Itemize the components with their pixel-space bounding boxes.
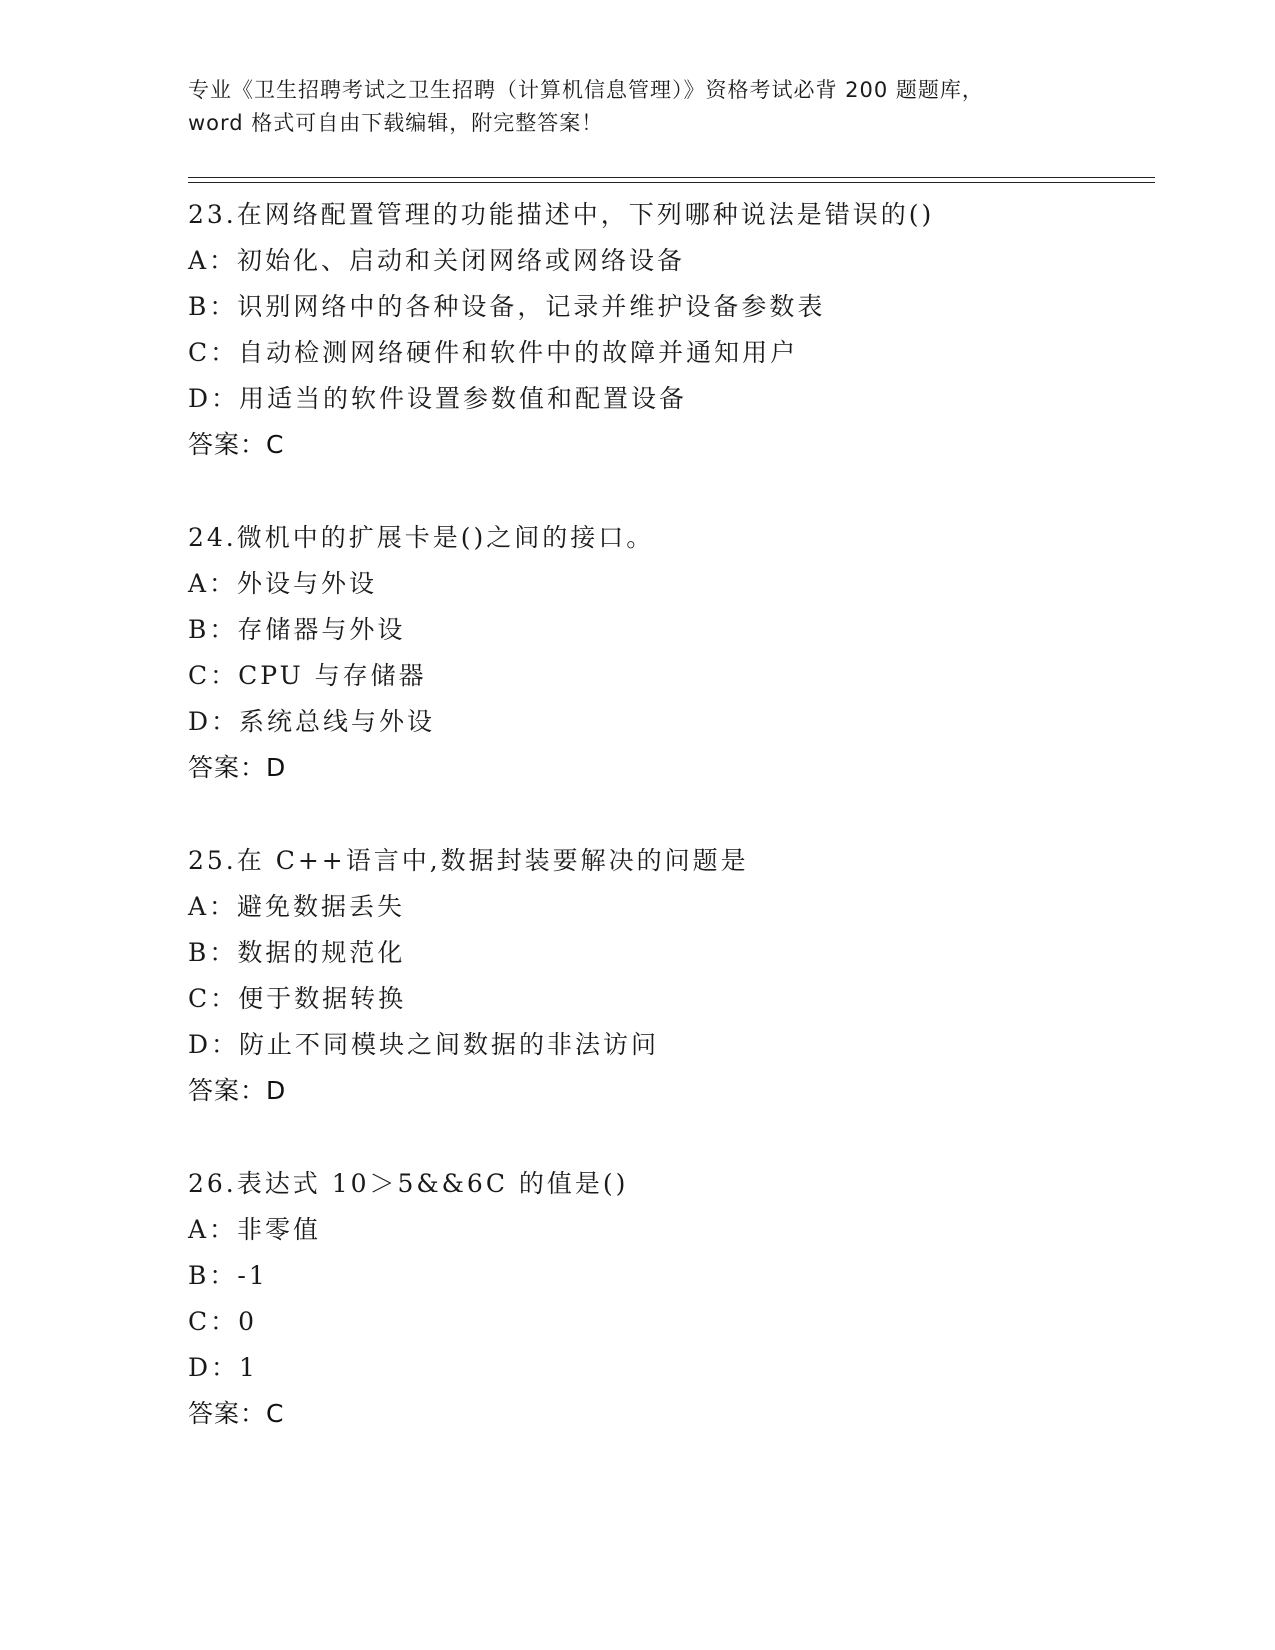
option-c: C：自动检测网络硬件和软件中的故障并通知用户 (188, 338, 799, 367)
document-header (188, 74, 1088, 140)
option-a: A：初始化、启动和关闭网络或网络设备 (188, 246, 686, 275)
option-c: C：便于数据转换 (188, 984, 407, 1013)
option-b: B：-1 (188, 1261, 268, 1290)
option-d: D：系统总线与外设 (188, 707, 436, 736)
option-c: C：CPU 与存储器 (188, 661, 427, 690)
option-a: A：非零值 (188, 1215, 322, 1244)
answer-line: 答案：C (188, 1399, 285, 1428)
question-25 (188, 838, 1148, 1114)
option-b: B：识别网络中的各种设备，记录并维护设备参数表 (188, 292, 826, 321)
option-b: B：数据的规范化 (188, 938, 406, 967)
question-stem: 26.表达式 10＞5&&6C 的值是() (188, 1169, 629, 1198)
question-list (188, 192, 1148, 1437)
question-stem: 23.在网络配置管理的功能描述中，下列哪种说法是错误的() (188, 200, 935, 229)
header-divider-top (188, 177, 1155, 178)
question-stem: 25.在 C++语言中,数据封装要解决的问题是 (188, 846, 749, 875)
question-23 (188, 192, 1148, 468)
header-title-line: 专业《卫生招聘考试之卫生招聘（计算机信息管理）》资格考试必背 200 题题库， (188, 78, 984, 102)
question-stem: 24.微机中的扩展卡是()之间的接口。 (188, 523, 655, 552)
answer-line: 答案：D (188, 753, 287, 782)
option-c: C：0 (188, 1307, 258, 1336)
header-subtitle-line: word 格式可自由下载编辑，附完整答案！ (188, 111, 604, 135)
header-divider-bottom (188, 182, 1155, 183)
question-24 (188, 515, 1148, 791)
answer-line: 答案：C (188, 430, 285, 459)
option-d: D：防止不同模块之间数据的非法访问 (188, 1030, 660, 1059)
option-b: B：存储器与外设 (188, 615, 406, 644)
option-d: D：1 (188, 1353, 258, 1382)
answer-line: 答案：D (188, 1076, 287, 1105)
option-a: A：外设与外设 (188, 569, 378, 598)
option-a: A：避免数据丢失 (188, 892, 406, 921)
option-d: D：用适当的软件设置参数值和配置设备 (188, 384, 688, 413)
question-26 (188, 1161, 1148, 1437)
